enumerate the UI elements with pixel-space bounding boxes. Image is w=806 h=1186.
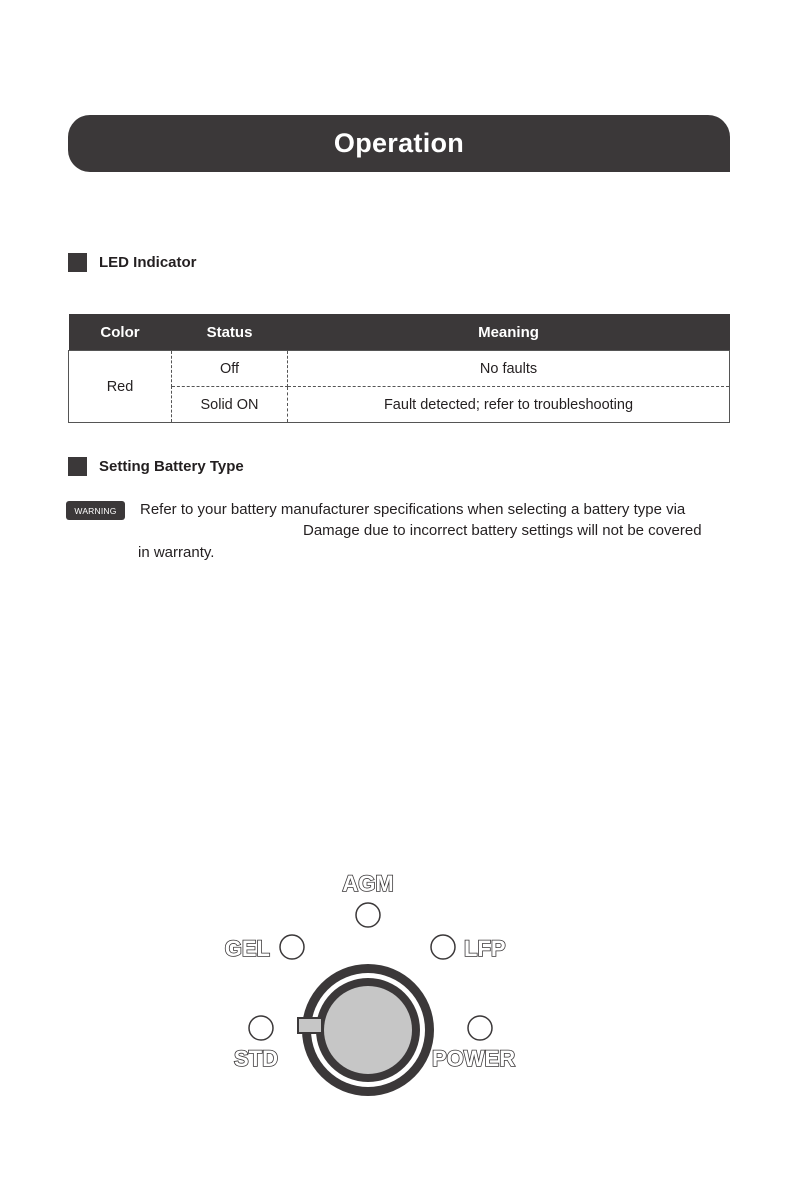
warning-line-3: in warranty. xyxy=(138,544,215,561)
led-indicator-heading xyxy=(68,253,197,272)
header-meaning: Meaning xyxy=(288,314,730,351)
table-header-row xyxy=(69,314,730,351)
std-led-indicator xyxy=(249,1016,273,1040)
led-indicator-title: LED Indicator xyxy=(99,254,197,271)
power-label: POWER xyxy=(432,1046,516,1071)
lfp-label: LFP xyxy=(464,936,506,961)
status-cell: Off xyxy=(172,351,288,387)
header-status: Status xyxy=(172,314,288,351)
warning-line-2: Damage due to incorrect battery settings will not be covered xyxy=(303,522,702,539)
color-cell: Red xyxy=(69,351,172,423)
page-title: Operation xyxy=(333,128,465,158)
status-cell: Solid ON xyxy=(172,387,288,423)
agm-led-indicator xyxy=(356,903,380,927)
gel-label: GEL xyxy=(224,936,270,961)
battery-type-selector-diagram xyxy=(200,860,560,1100)
meaning-cell: Fault detected; refer to troubleshooting xyxy=(288,387,730,423)
operation-banner xyxy=(68,115,730,172)
warning-line-1: Refer to your battery manufacturer specifications when selecting a battery type via xyxy=(140,501,686,518)
battery-type-title: Setting Battery Type xyxy=(99,458,244,475)
section-marker-icon xyxy=(68,457,87,476)
std-label: STD xyxy=(234,1046,278,1071)
table-row xyxy=(69,351,730,387)
power-led-indicator xyxy=(468,1016,492,1040)
agm-label: AGM xyxy=(342,871,394,896)
warning-badge: WARNING xyxy=(66,501,125,520)
meaning-cell: No faults xyxy=(288,351,730,387)
header-color: Color xyxy=(69,314,172,351)
battery-type-heading xyxy=(68,457,244,476)
selector-knob[interactable] xyxy=(324,986,412,1074)
lfp-led-indicator xyxy=(431,935,455,959)
gel-led-indicator xyxy=(280,935,304,959)
section-marker-icon xyxy=(68,253,87,272)
knob-pointer-icon xyxy=(298,1018,322,1033)
led-indicator-table xyxy=(68,314,730,423)
